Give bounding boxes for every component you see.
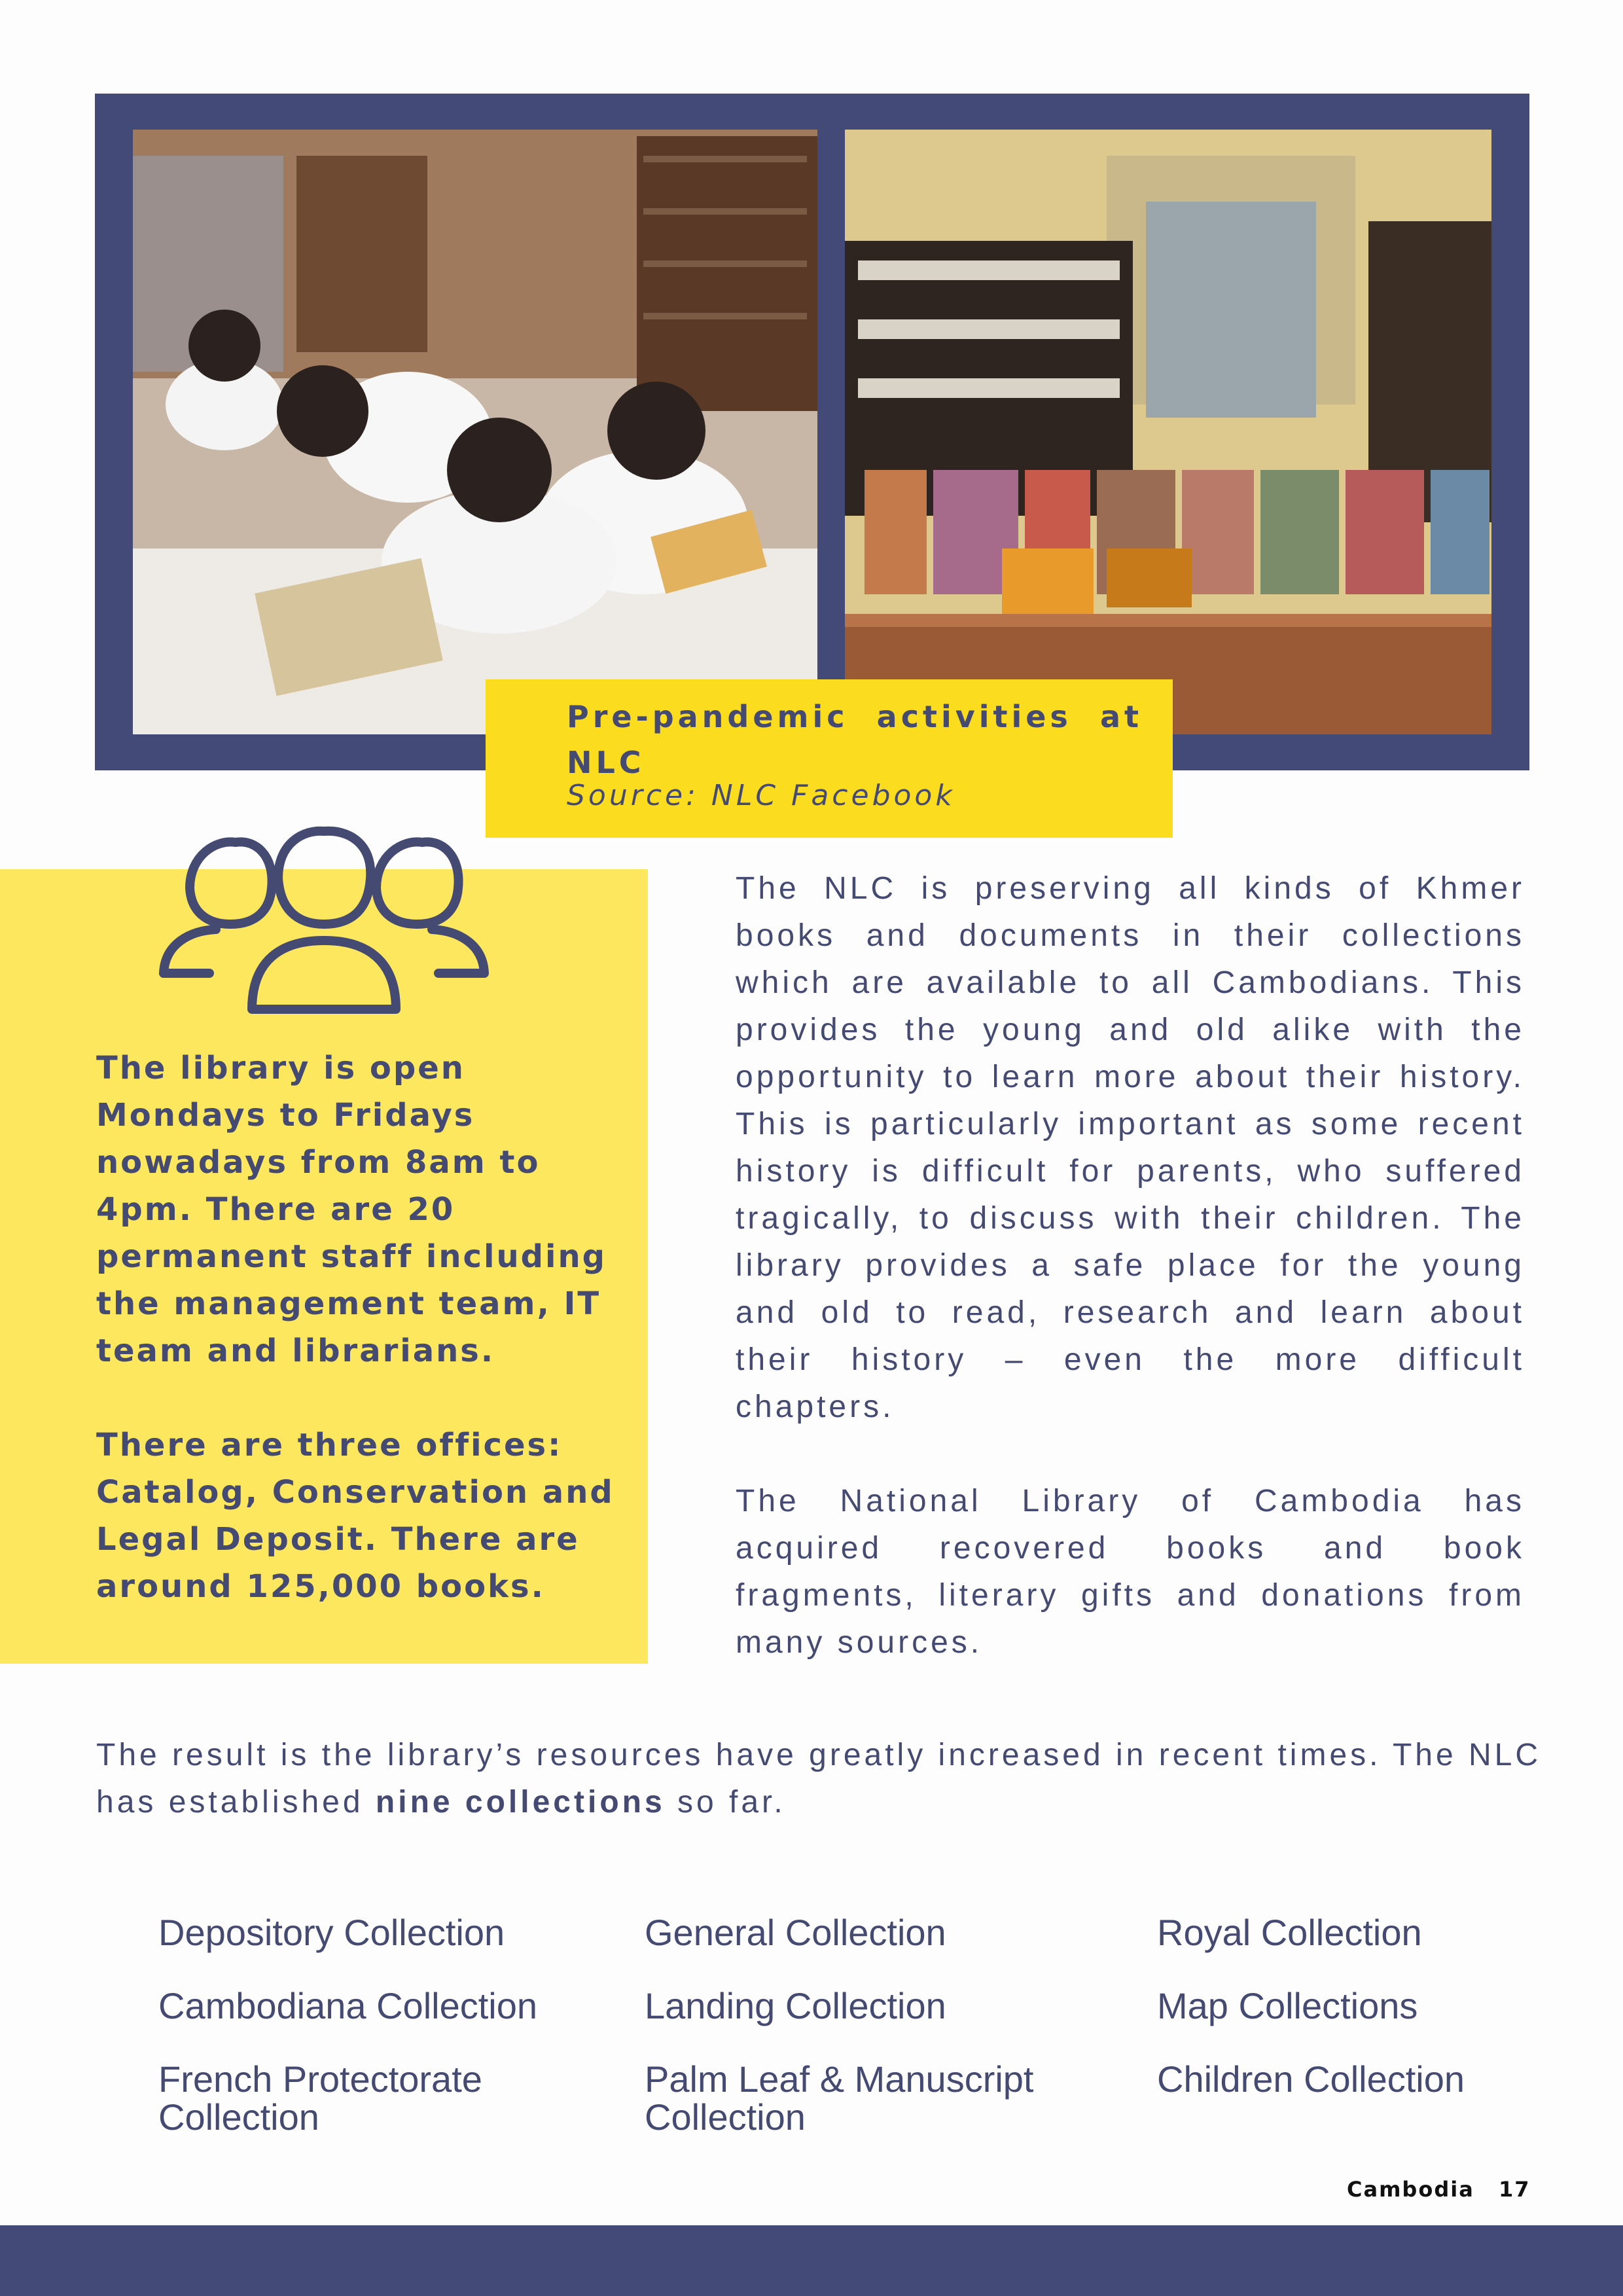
list-item: Map Collections bbox=[1157, 1985, 1418, 2026]
list-item: General Collection bbox=[645, 1912, 946, 1953]
result-text-bold: nine collections bbox=[375, 1785, 666, 1820]
result-paragraph bbox=[96, 1732, 1549, 1826]
photo-caption bbox=[486, 679, 1173, 838]
footer-bar bbox=[0, 2225, 1623, 2296]
list-item: Depository Collection bbox=[158, 1912, 505, 1953]
photo-frame bbox=[95, 94, 1529, 770]
photo-book-display bbox=[845, 130, 1491, 734]
list-item: Landing Collection bbox=[645, 1985, 946, 2026]
page-number: 17 bbox=[1499, 2177, 1531, 2202]
list-item: Cambodiana Collection bbox=[158, 1985, 538, 2026]
photo-children-reading bbox=[133, 130, 817, 734]
caption-title: Pre-pandemic activities at NLC bbox=[567, 699, 1143, 780]
offices-books-text: There are three offices: Catalog, Conservation and Legal Deposit. There are around 125,000 books. bbox=[96, 1427, 615, 1605]
hours-staff-text: The library is open Mondays to Fridays nowadays from 8am to 4pm. There are 20 permanent staff including the management team, IT team and librarians. bbox=[96, 1050, 607, 1369]
list-item: Palm Leaf & Manuscript Collection bbox=[645, 2058, 1034, 2138]
list-item: Royal Collection bbox=[1157, 1912, 1422, 1953]
caption-source: Source: NLC Facebook bbox=[567, 779, 955, 812]
result-text-before: The result is the library’s resources have greatly increased in recent times. The NLC has established bbox=[96, 1738, 1542, 1820]
footer-country: Cambodia bbox=[1347, 2177, 1474, 2202]
result-text-after: so far. bbox=[665, 1785, 786, 1820]
list-item: Children Collection bbox=[1157, 2058, 1465, 2100]
list-item: French Protectorate Collection bbox=[158, 2058, 482, 2138]
people-group-icon bbox=[157, 826, 491, 1016]
body-paragraph-2: The National Library of Cambodia has acquired recovered books and book fragments, literary gifts and donations from many sources. bbox=[736, 1484, 1525, 1660]
body-paragraph-1: The NLC is preserving all kinds of Khmer books and documents in their collections which are available to all Cambodians. This provides the young and old alike with the opportunity to learn more about their history. This is particularly important as some recent history is difficult for parents, who suffered tragically, to discuss with their children. The library provides a safe place for the young and old to read, research and learn about their history – even the more difficult chapters. bbox=[736, 871, 1525, 1424]
